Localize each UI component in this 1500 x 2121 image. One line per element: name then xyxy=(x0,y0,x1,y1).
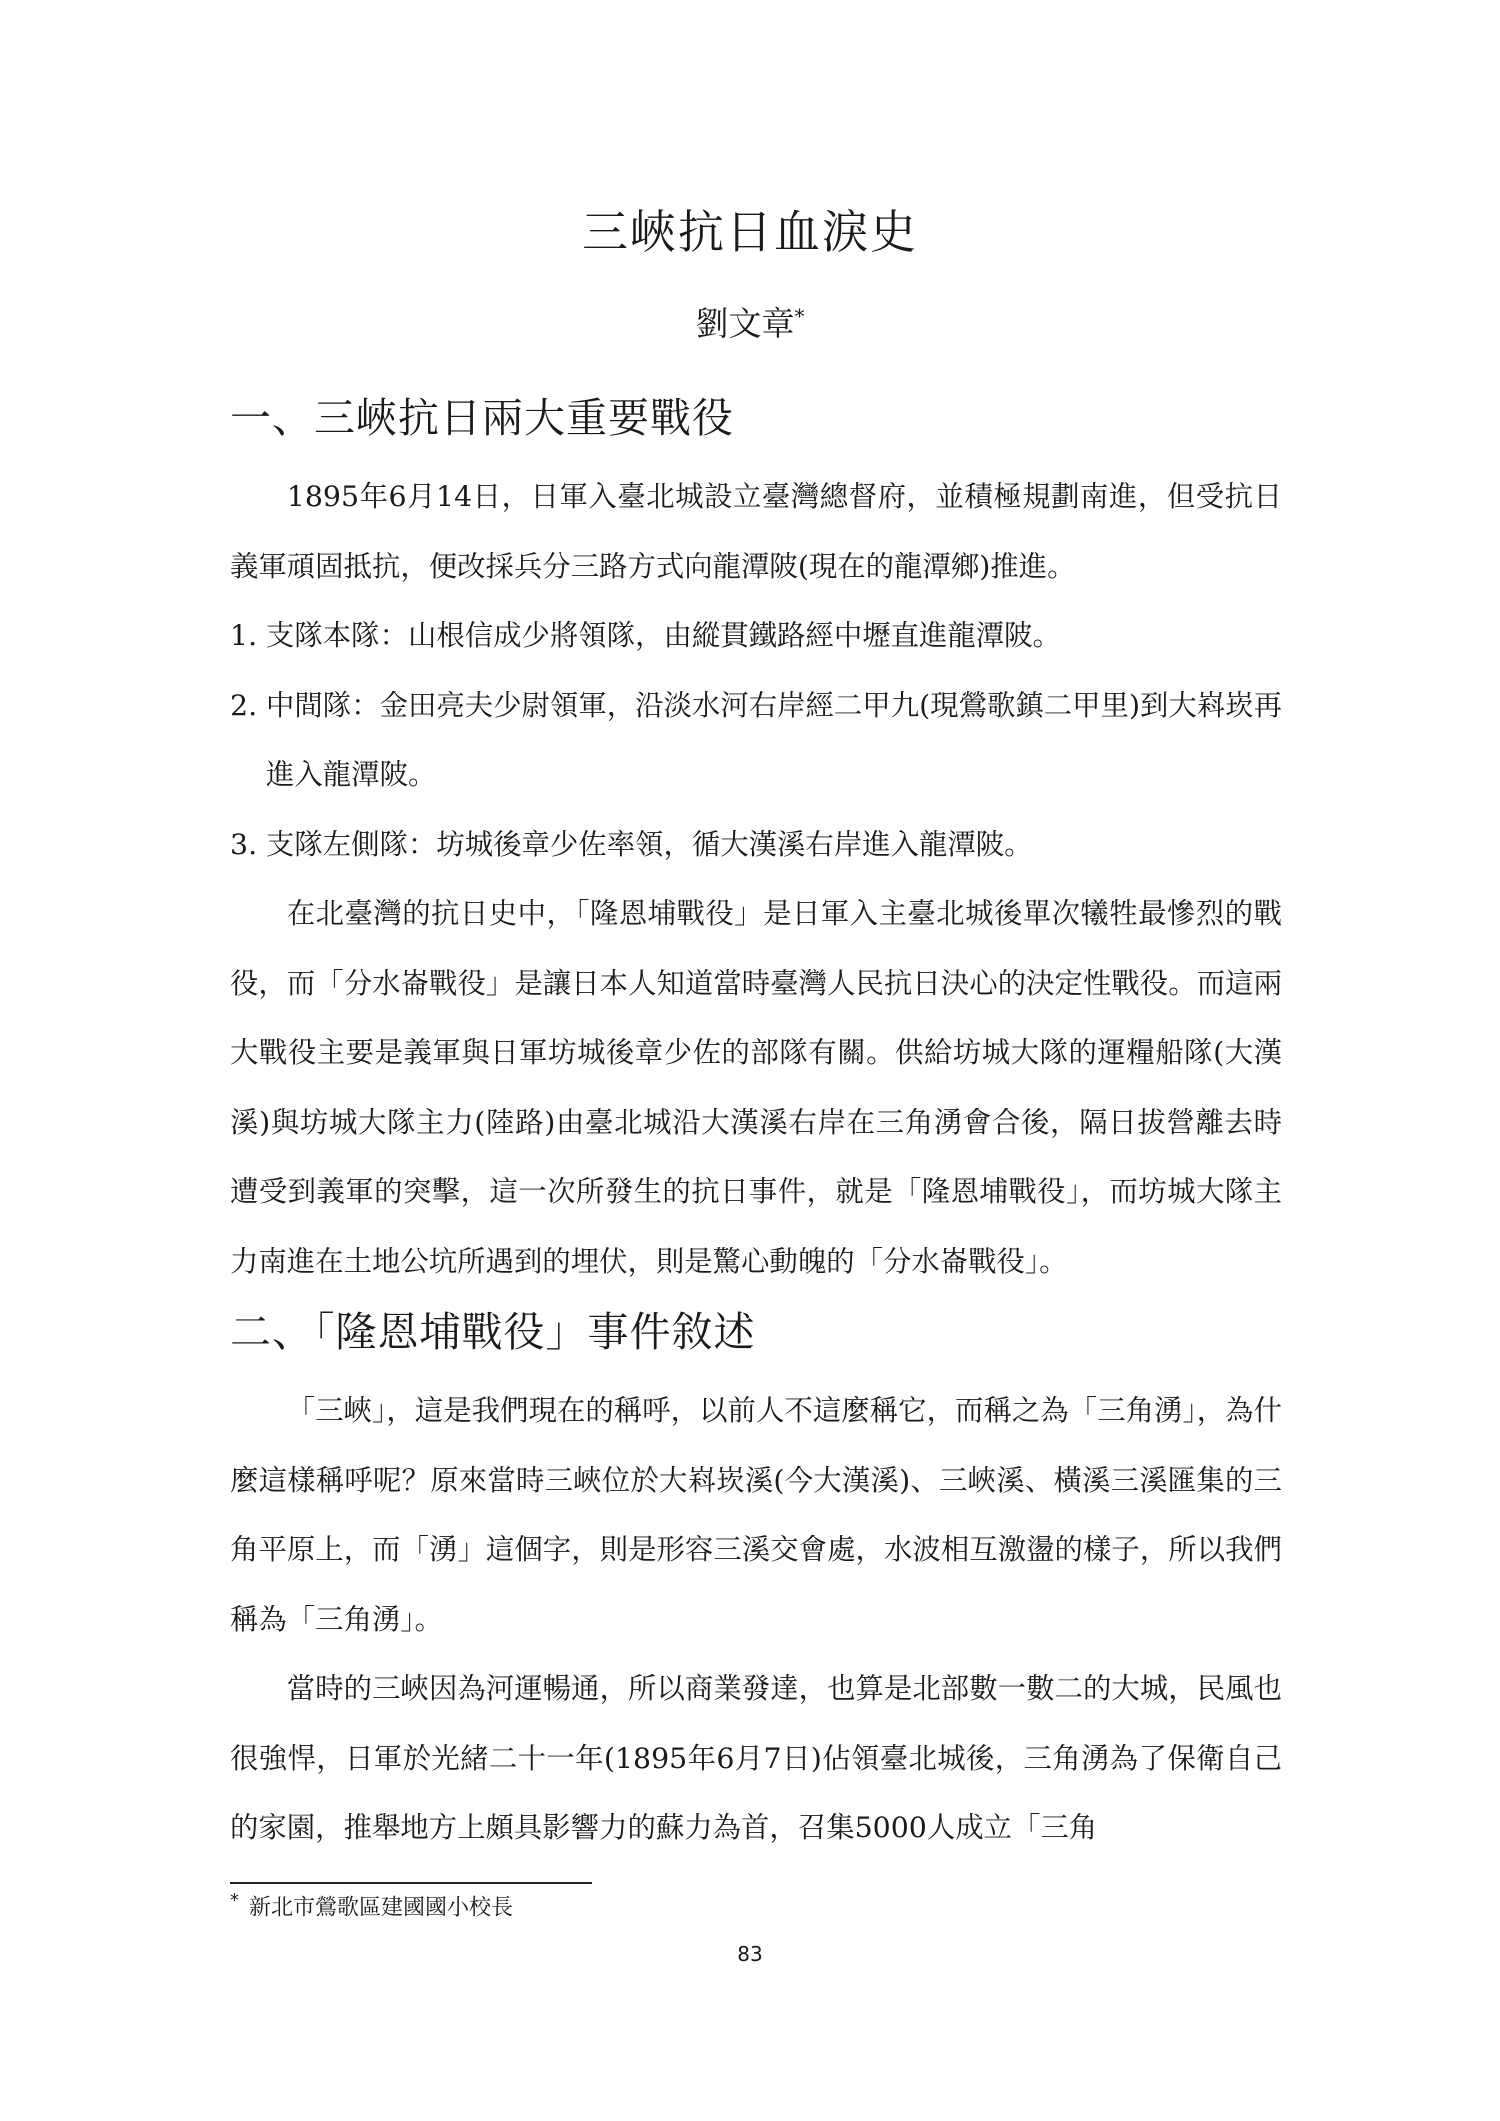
list-item-number: 3. xyxy=(230,827,258,861)
list-item xyxy=(230,601,1282,671)
route-list xyxy=(230,601,1282,879)
author-line xyxy=(0,298,1500,345)
section1-intro-paragraph: 1895年6月14日，日軍入臺北城設立臺灣總督府，並積極規劃南進，但受抗日義軍頑固抵抗，便改採兵分三路方式向龍潭陂(現在的龍潭鄉)推進。 xyxy=(230,480,1282,583)
list-item-number: 1. xyxy=(230,619,258,652)
footnote-mark: * xyxy=(230,1890,239,1911)
section-heading-1: 一、三峽抗日兩大重要戰役 xyxy=(230,394,734,442)
article-title: 三峽抗日血淚史 xyxy=(582,205,918,259)
section-heading-2: 二、「隆恩埔戰役」事件敘述 xyxy=(230,1308,756,1356)
footnote-divider xyxy=(230,1882,592,1884)
author-footnote-mark: * xyxy=(794,304,805,328)
author-name: 劉文章 xyxy=(695,304,795,343)
section1-paragraph-2: 在北臺灣的抗日史中，「隆恩埔戰役」是日軍入主臺北城後單次犧牲最慘烈的戰役，而「分水崙戰役」是讓日本人知道當時臺灣人民抗日決心的決定性戰役。而這兩大戰役主要是義軍與日軍坊城後章少佐的部隊有關。供給坊城大隊的運糧船隊(大漢溪)與坊城大隊主力(陸路)由臺北城沿大漢溪右岸在三角湧會合後，隔日拔營離去時遭受到義軍的突擊，這一次所發生的抗日事件，就是「隆恩埔戰役」，而坊城大隊主力南進在土地公坑所遇到的埋伏，則是驚心動魄的「分水崙戰役」。 xyxy=(230,897,1282,1278)
section2-paragraph-2: 當時的三峽因為河運暢通，所以商業發達，也算是北部數一數二的大城，民風也很強悍，日軍於光緒二十一年(1895年6月7日)佔領臺北城後，三角湧為了保衛自己的家園，推舉地方上頗具影響力的蘇力為首，召集5000人成立「三角 xyxy=(230,1672,1282,1844)
footnote xyxy=(230,1890,513,1921)
list-item-text: 中間隊：金田亮夫少尉領軍，沿淡水河右岸經二甲九(現鶯歌鎮二甲里)到大嵙崁再進入龍潭陂。 xyxy=(266,688,1282,791)
list-item-number: 2. xyxy=(230,688,258,722)
footnote-text: 新北市鶯歌區建國國小校長 xyxy=(249,1895,514,1921)
list-item-text: 支隊左側隊：坊城後章少佐率領，循大漢溪右岸進入龍潭陂。 xyxy=(266,827,1033,861)
list-item xyxy=(230,810,1282,880)
list-item-text: 支隊本隊：山根信成少將領隊，由縱貫鐵路經中壢直進龍潭陂。 xyxy=(266,619,1061,652)
article-body xyxy=(230,380,1282,1863)
section2-paragraph-1: 「三峽」，這是我們現在的稱呼，以前人不這麼稱它，而稱之為「三角湧」，為什麼這樣稱呼呢？原來當時三峽位於大嵙崁溪(今大漢溪)、三峽溪、橫溪三溪匯集的三角平原上，而「湧」這個字，則是形容三溪交會處，水波相互激盪的樣子，所以我們稱為「三角湧」。 xyxy=(230,1394,1282,1636)
page-number: 83 xyxy=(737,1942,763,1966)
list-item xyxy=(230,671,1282,810)
